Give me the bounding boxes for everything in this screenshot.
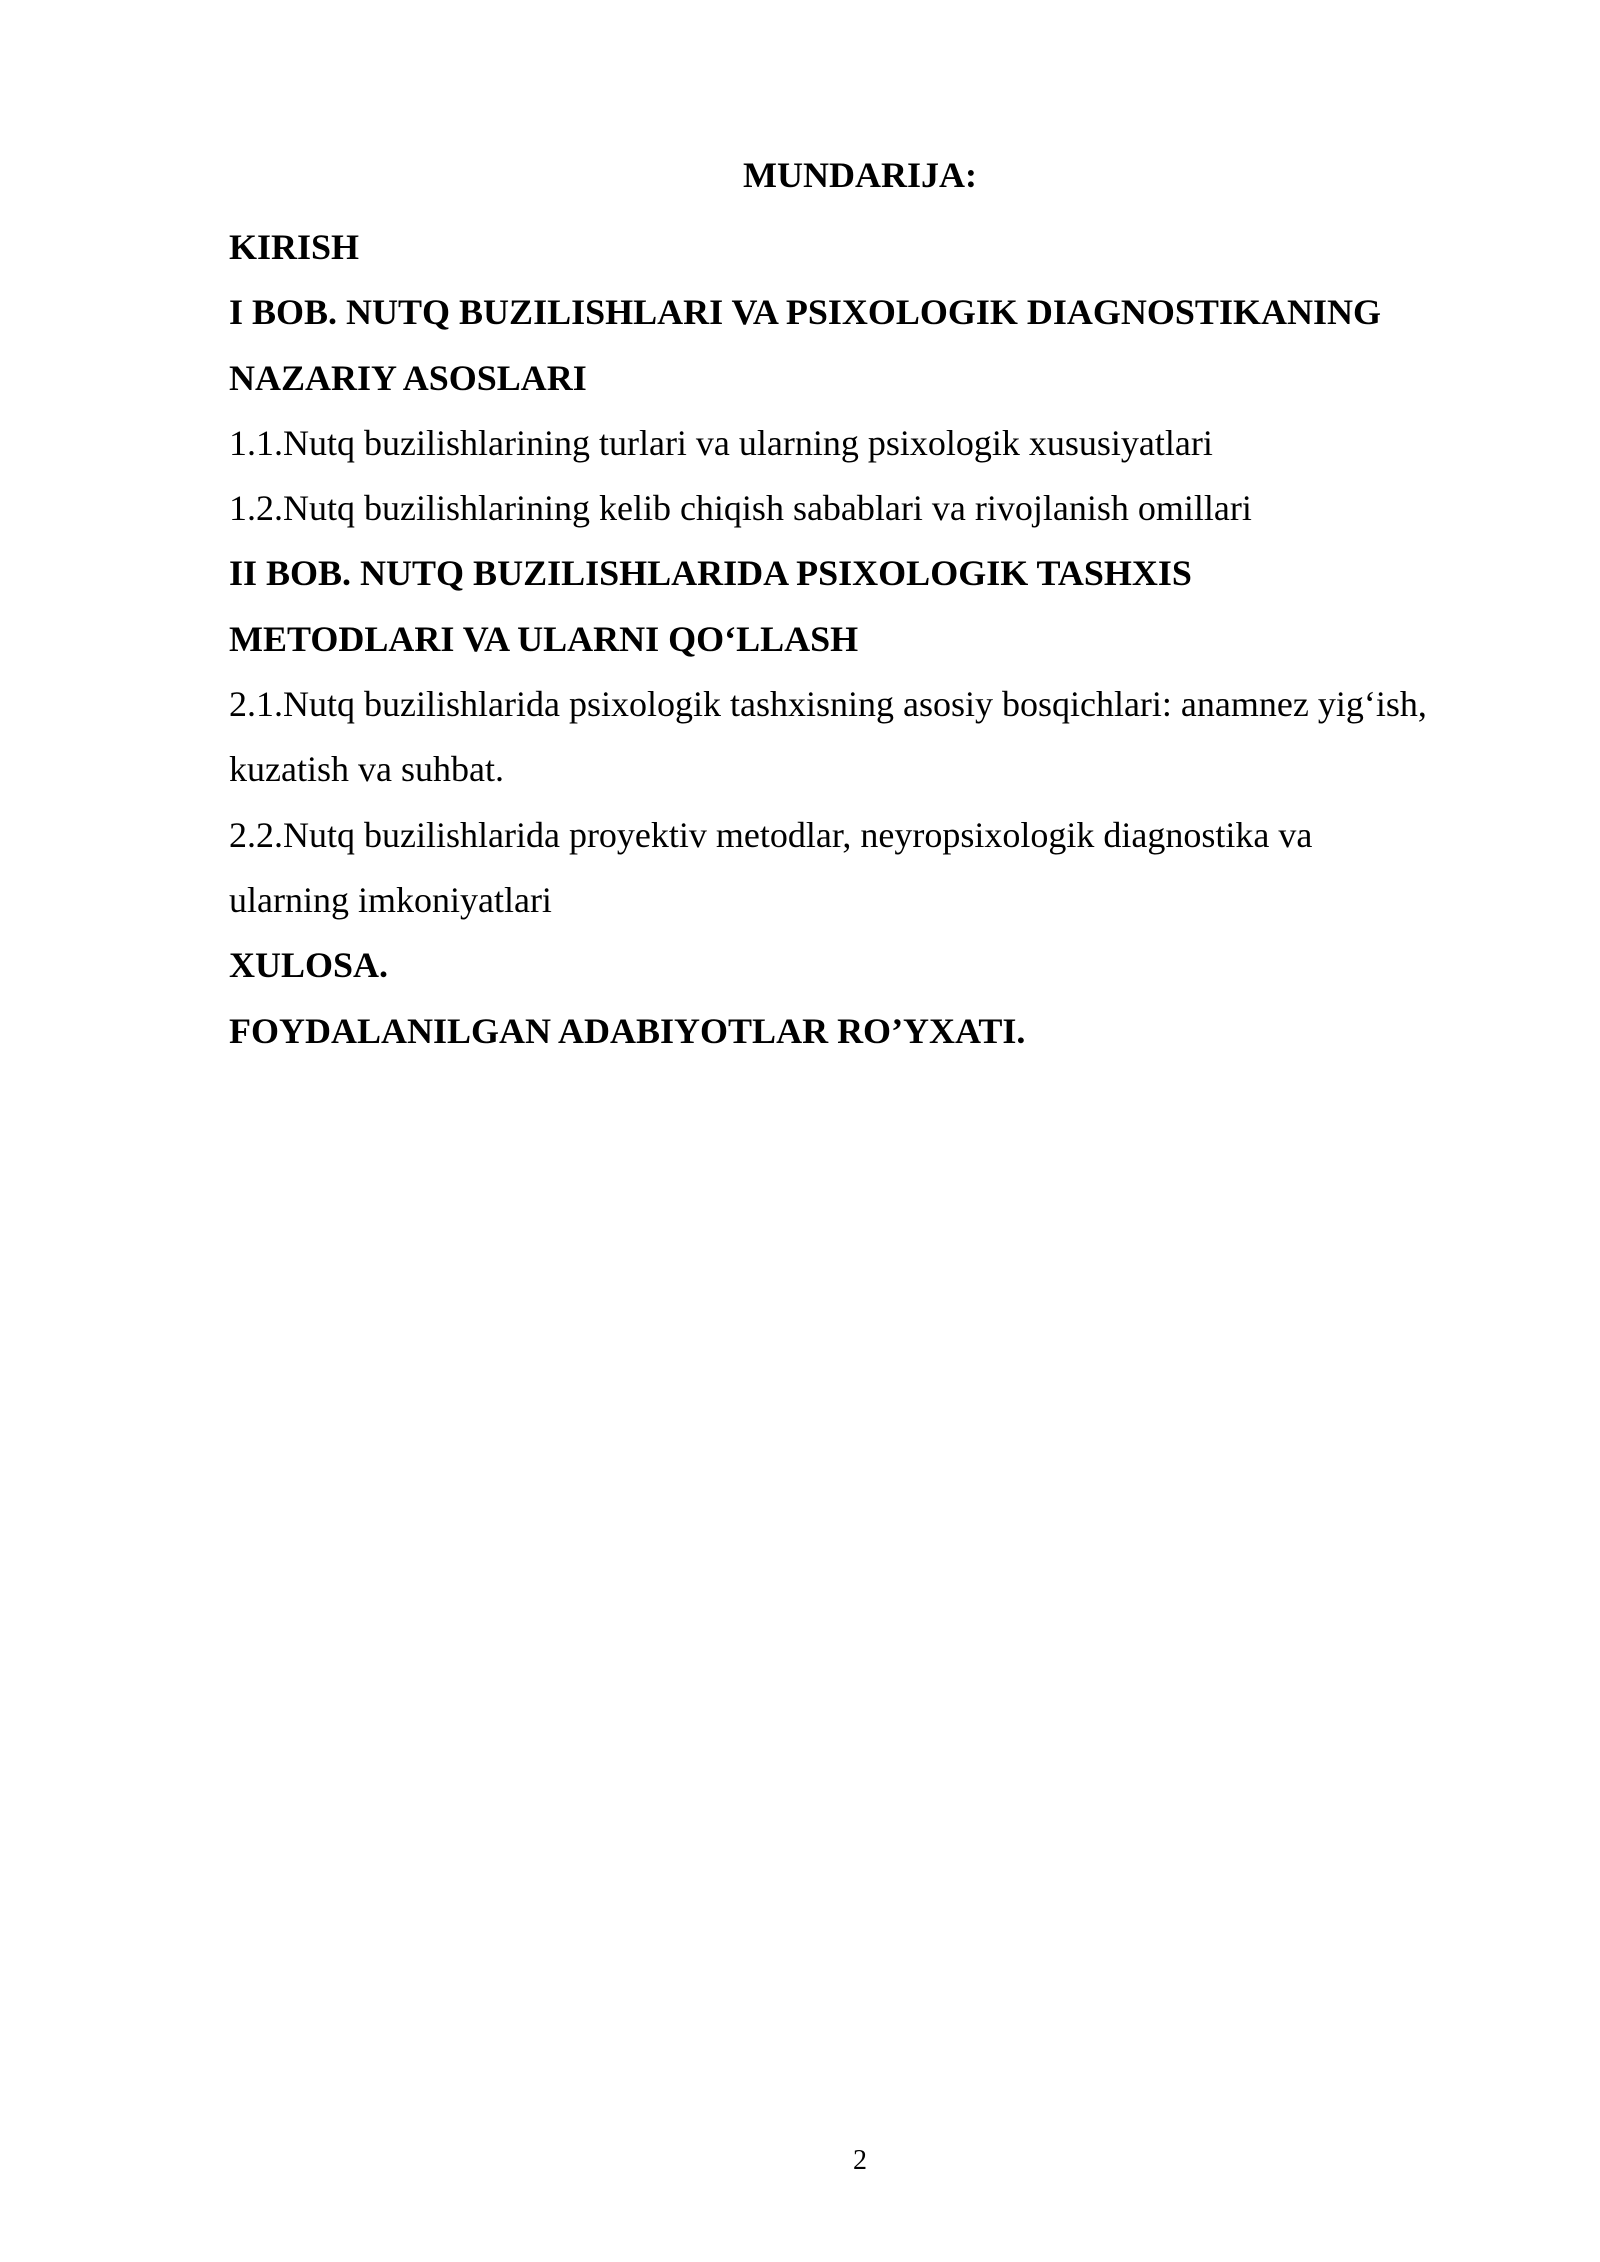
- toc-title: MUNDARIJA:: [743, 155, 977, 195]
- toc-entry: METODLARI VA ULARNI QO‘LLASH: [229, 618, 859, 659]
- page-number: 2: [853, 2145, 867, 2176]
- toc-entry: 1.2.Nutq buzilishlarining kelib chiqish sabablari va rivojlanish omillari: [229, 488, 1252, 529]
- toc-entry: KIRISH: [229, 227, 360, 267]
- table-of-contents: [229, 215, 1529, 1064]
- toc-entry: 2.1.Nutq buzilishlarida psixologik tashxisning asosiy bosqichlari: anamnez yig‘ish,: [229, 684, 1427, 725]
- toc-entry: XULOSA.: [229, 945, 389, 986]
- toc-entry: kuzatish va suhbat.: [229, 749, 504, 790]
- toc-entry: NAZARIY ASOSLARI: [229, 357, 587, 398]
- toc-entry: I BOB. NUTQ BUZILISHLARI VA PSIXOLOGIK DIAGNOSTIKANING: [229, 292, 1381, 333]
- toc-entry: 1.1.Nutq buzilishlarining turlari va ularning psixologik xususiyatlari: [229, 422, 1213, 463]
- toc-entry: ularning imkoniyatlari: [229, 879, 552, 920]
- toc-entry: FOYDALANILGAN ADABIYOTLAR RO’YXATI.: [229, 1010, 1026, 1051]
- toc-entry: 2.2.Nutq buzilishlarida proyektiv metodlar, neyropsixologik diagnostika va: [229, 814, 1313, 855]
- toc-entry: II BOB. NUTQ BUZILISHLARIDA PSIXOLOGIK TASHXIS: [229, 553, 1192, 594]
